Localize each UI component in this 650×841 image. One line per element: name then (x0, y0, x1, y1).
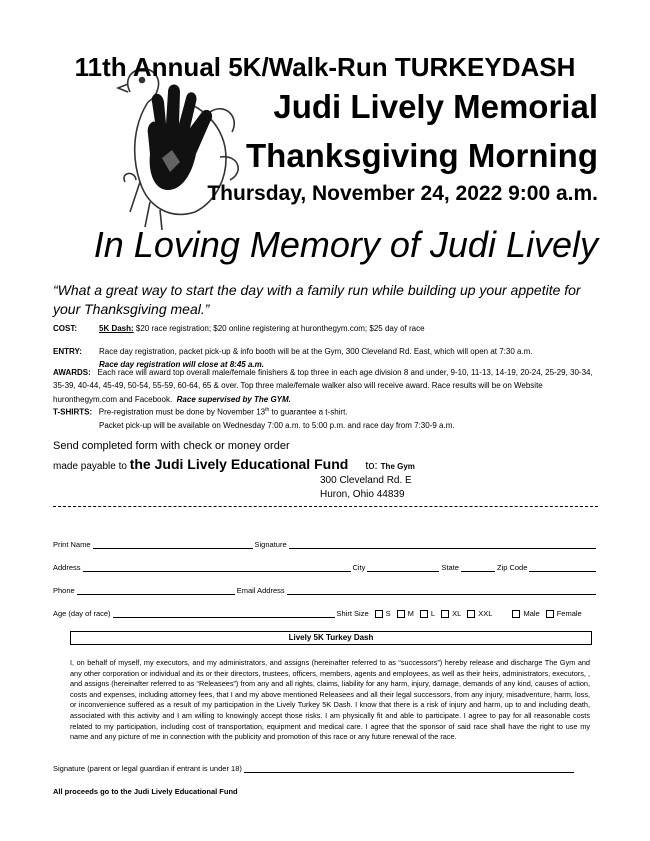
female-checkbox[interactable] (546, 610, 554, 618)
waiver-text: I, on behalf of myself, my executors, and my administrators, and assigns (hereinafter referred to as “successors”) hereby release and discharge The Gym and any other corporation or individual and its or their directors, trustees, officers, members, agents and employees, as well as their heirs, administrators, executors, , and assigns (hereinafter referred to as “Releasees”) from any and all rights, claims, liability for any harm, injury, damage, demands of any kind, causes of action, costs and expenses, including attorney fees, that I and my above mentioned Releasees and all their legal successors, from any injury, misadventure, harm, loss, or inconvenience suffered as a result of my participation in the Lively Turkey 5K Dash. I know that there is a risk of injury and harm, up to and including death, associated with this activity and I am willing to knowingly accept those risks. I am physically fit and able to participate. I agree to pay for all reasonable costs related to my participation, including cost of transportation, equipment and medical care. I agree that the sponsor of said race shall have the right to use my name and any picture of me in connection with the publicity and promotion of this race or any future renewal of the race. (70, 658, 590, 742)
age-label: Age (day of race) (53, 609, 111, 618)
email-field[interactable] (287, 586, 596, 595)
to-label: to: (365, 460, 378, 472)
tshirts-label: T-SHIRTS: (53, 407, 93, 417)
size-xl-checkbox[interactable] (441, 610, 449, 618)
payable-prefix: made payable to (53, 461, 130, 472)
size-l-checkbox[interactable] (420, 610, 428, 618)
form-row-name (53, 540, 598, 549)
address-line1: 300 Cleveland Rd. E (320, 475, 412, 486)
turkey-handprint-illustration (100, 62, 250, 232)
email-label: Email Address (236, 586, 285, 595)
size-l-label: L (430, 609, 436, 618)
size-m-label: M (407, 609, 414, 618)
print-name-label: Print Name (53, 540, 91, 549)
guardian-signature-label: Signature (parent or legal guardian if entrant is under 18) (53, 764, 242, 773)
event-title: 11th Annual 5K/Walk-Run TURKEYDASH (74, 52, 576, 82)
address-label: Address (53, 563, 81, 572)
size-m-checkbox[interactable] (397, 610, 405, 618)
guardian-signature-row (53, 764, 598, 773)
tshirts-section (53, 404, 598, 432)
fund-name: the Judi Lively Educational Fund (129, 456, 349, 472)
awards-label: AWARDS: (53, 368, 91, 377)
awards-section (53, 366, 598, 406)
waiver-title: Lively 5K Turkey Dash (70, 631, 592, 645)
state-label: State (441, 563, 459, 572)
mailing-address (320, 474, 412, 502)
address-field[interactable] (83, 563, 351, 572)
memorial-title: Judi Lively Memorial (273, 88, 598, 125)
signature-label: Signature (254, 540, 287, 549)
cost-label: COST: (53, 324, 77, 333)
size-xxl-checkbox[interactable] (467, 610, 475, 618)
entry-note: Race day registration will close at 8:45 a.m. (99, 360, 264, 370)
to-name: The Gym (380, 462, 415, 471)
male-label: Male (523, 609, 540, 618)
form-row-address (53, 563, 598, 572)
cost-event: 5K Dash: (99, 324, 134, 333)
shirt-size-label: Shirt Size (336, 609, 369, 618)
tshirts-text: Pre-registration must be done by November 13 (98, 407, 266, 417)
age-field[interactable] (113, 609, 335, 618)
signature-field[interactable] (289, 540, 596, 549)
zip-label: Zip Code (496, 563, 528, 572)
form-row-age-shirt (53, 609, 598, 618)
entry-text: Race day registration, packet pick-up & info booth will be at the Gym, 300 Cleveland Rd. East, which will open at 7:30 a.m. (99, 347, 533, 356)
payable-line (53, 456, 415, 472)
size-s-checkbox[interactable] (375, 610, 383, 618)
cost-text: $20 race registration; $20 online registering at huronthegym.com; $25 day of race (133, 324, 425, 333)
print-name-field[interactable] (93, 540, 253, 549)
guardian-signature-field[interactable] (244, 764, 574, 773)
proceeds-note: All proceeds go to the Judi Lively Educational Fund (53, 787, 238, 796)
male-checkbox[interactable] (512, 610, 520, 618)
female-label: Female (556, 609, 582, 618)
city-field[interactable] (367, 563, 439, 572)
memory-heading: In Loving Memory of Judi Lively (93, 224, 598, 265)
awards-text: Each race will award top overall male/female finishers & top three in each age division 8 and under, 9-10, 11-13, 14-19, 20-24, 25-29, 30-34, 35-39, 40-44, 45-49, 50-54, 55-59, 60-64, 65 & over. Top three male/female walker also will receive award. Race results will be on Website huronthegym.com and Facebook. (53, 368, 593, 404)
entry-label: ENTRY: (53, 347, 82, 356)
tshirts-pickup: Packet pick-up will be available on Wednesday 7:00 a.m. to 5:00 p.m. and race day from 7:30-9 a.m. (99, 421, 455, 431)
event-date: Thursday, November 24, 2022 9:00 a.m. (207, 182, 598, 205)
tshirts-text-b: to guarantee a t-shirt. (269, 407, 348, 417)
tshirts-sup: th (265, 407, 270, 413)
size-s-label: S (385, 609, 391, 618)
phone-field[interactable] (77, 586, 235, 595)
form-row-contact (53, 586, 598, 595)
cost-section (53, 322, 425, 335)
state-field[interactable] (461, 563, 495, 572)
size-xxl-label: XXL (478, 609, 493, 618)
zip-field[interactable] (529, 563, 596, 572)
cut-line-divider (53, 506, 598, 507)
phone-label: Phone (53, 586, 75, 595)
awards-note: Race supervised by The GYM. (176, 394, 291, 404)
city-label: City (352, 563, 366, 572)
send-instructions: Send completed form with check or money order (53, 440, 290, 452)
size-xl-label: XL (452, 609, 462, 618)
event-quote: “What a great way to start the day with a family run while building up your appetite for your Thanksgiving meal.” (53, 282, 581, 317)
address-line2: Huron, Ohio 44839 (320, 489, 405, 500)
morning-title: Thanksgiving Morning (246, 137, 598, 174)
